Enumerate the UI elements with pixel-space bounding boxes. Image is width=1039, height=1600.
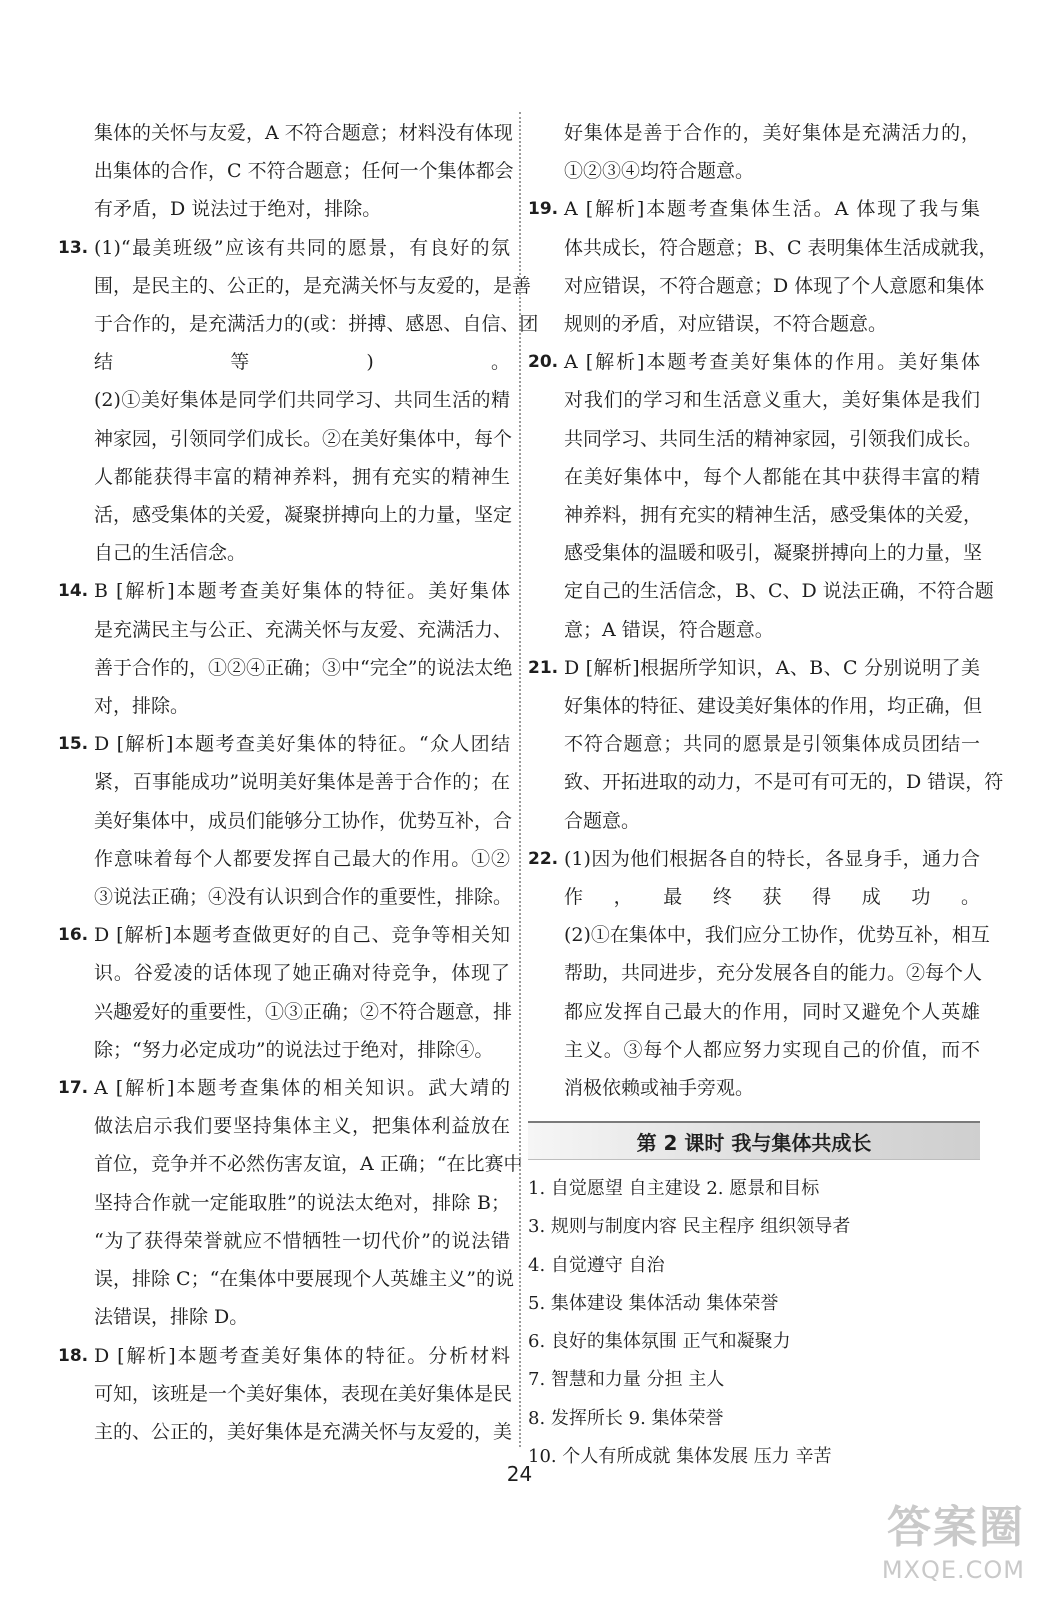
answer-line: 致、开拓进取的动力，不是可有可无的，D 错误，符 bbox=[564, 771, 1004, 794]
answer-line: 好集体的特征、建设美好集体的作用，均正确，但 bbox=[564, 695, 983, 718]
answer-line: 定自己的生活信念，B、C、D 说法正确，不符合题 bbox=[564, 580, 994, 603]
question-number: 15. bbox=[58, 734, 89, 755]
answer-line: 共同学习、共同生活的精神家园，引领我们成长。 bbox=[564, 427, 983, 450]
answer-line: 体共成长，符合题意；B、C 表明集体生活成就我， bbox=[564, 236, 998, 259]
answer-item bbox=[58, 725, 513, 916]
fill-answer-line: 5. 集体建设 集体活动 集体荣誉 bbox=[528, 1292, 779, 1314]
answer-line: 法错误，排除 D。 bbox=[94, 1306, 249, 1329]
answer-line: 帮助，共同进步，充分发展各自的能力。②每个人 bbox=[564, 962, 983, 985]
answer-line: 有矛盾，D 说法过于绝对，排除。 bbox=[94, 198, 382, 221]
answer-line: A [解析]本题考查集体的相关知识。武大靖的 bbox=[94, 1077, 510, 1100]
answer-item bbox=[58, 229, 539, 573]
fill-answer-line: 7. 智慧和力量 分担 主人 bbox=[528, 1369, 725, 1391]
answer-line: A [解析]本题考查美好集体的作用。美好集体 bbox=[564, 351, 980, 374]
fill-answer-line: 10. 个人有所成就 集体发展 压力 辛苦 bbox=[528, 1445, 832, 1467]
answer-line: 不符合题意；共同的愿景是引领集体成员团结一 bbox=[564, 733, 980, 756]
answer-line: ①②③④均符合题意。 bbox=[564, 160, 755, 183]
question-number: 17. bbox=[58, 1078, 89, 1099]
answer-line: A [解析]本题考查集体生活。A 体现了我与集 bbox=[564, 198, 980, 221]
answer-line: 坚持合作就一定能取胜”的说法太绝对，排除 B； bbox=[94, 1191, 510, 1214]
column-divider bbox=[519, 112, 521, 1447]
answer-line: 对我们的学习和生活意义重大，美好集体是我们 bbox=[564, 389, 980, 412]
answer-item bbox=[528, 343, 994, 649]
fill-answer-line: 3. 规则与制度内容 民主程序 组织领导者 bbox=[528, 1216, 851, 1238]
answer-continuation bbox=[58, 114, 514, 229]
question-number: 13. bbox=[58, 237, 89, 258]
question-number: 18. bbox=[58, 1345, 89, 1366]
answer-line: 好集体是善于合作的，美好集体是充满活力的， bbox=[564, 122, 980, 144]
answer-line: D [解析]本题考查美好集体的特征。“众人团结 bbox=[94, 733, 510, 756]
fill-answer-line: 8. 发挥所长 9. 集体荣誉 bbox=[528, 1407, 724, 1429]
answer-item bbox=[58, 916, 513, 1069]
answer-line: 除；“努力必定成功”的说法过于绝对，排除④。 bbox=[94, 1038, 494, 1061]
answer-line: 集体的关怀与友爱，A 不符合题意；材料没有体现 bbox=[94, 122, 513, 144]
answer-item bbox=[528, 840, 990, 1107]
answer-line: 对，排除。 bbox=[94, 695, 190, 718]
right-answer-items bbox=[528, 114, 1004, 1107]
answer-line: 误，排除 C；“在集体中要展现个人英雄主义”的说 bbox=[94, 1268, 515, 1291]
answer-continuation bbox=[528, 114, 980, 190]
answer-line: 神家园，引领同学们成长。②在美好集体中，每个 bbox=[94, 427, 513, 450]
answer-line: 规则的矛盾，对应错误，不符合题意。 bbox=[564, 313, 888, 336]
answer-line: 在美好集体中，每个人都能在其中获得丰富的精 bbox=[564, 465, 980, 488]
answer-line: 于合作的，是充满活力的(或：拼搏、感恩、自信、团 bbox=[94, 313, 539, 336]
fill-answer-line: 6. 良好的集体氛围 正气和凝聚力 bbox=[528, 1331, 791, 1353]
answer-line: 出集体的合作，C 不符合题意；任何一个集体都会 bbox=[94, 160, 514, 183]
answer-line: (1)“最美班级”应该有共同的愿景，有良好的氛 bbox=[94, 236, 510, 259]
answer-line: 识。谷爱凌的话体现了她正确对待竞争，体现了 bbox=[94, 962, 510, 985]
section-title: 第 2 课时 我与集体共成长 bbox=[636, 1130, 872, 1155]
answer-item bbox=[528, 190, 998, 343]
answer-item bbox=[528, 649, 1004, 840]
answer-line: 兴趣爱好的重要性，①③正确；②不符合题意，排 bbox=[94, 1000, 513, 1023]
question-number: 22. bbox=[528, 848, 559, 869]
answer-line: 消极依赖或袖手旁观。 bbox=[564, 1077, 755, 1100]
answer-line: 合题意。 bbox=[564, 809, 641, 832]
answer-line: 主义。③每个人都应努力实现自己的价值，而不 bbox=[564, 1038, 980, 1061]
answer-line: ③说法正确；④没有认识到合作的重要性，排除。 bbox=[94, 886, 513, 909]
answer-line: D [解析]根据所学知识，A、B、C 分别说明了美 bbox=[564, 656, 980, 679]
question-number: 14. bbox=[58, 581, 89, 602]
answer-line: 紧，百事能成功”说明美好集体是善于合作的；在 bbox=[94, 771, 510, 794]
answer-item bbox=[58, 1069, 523, 1336]
question-number: 20. bbox=[528, 352, 559, 373]
answer-line: 主的、公正的，美好集体是充满关怀与友爱的，美 bbox=[94, 1420, 513, 1443]
answer-line: D [解析]本题考查做更好的自己、竞争等相关知 bbox=[94, 924, 510, 947]
answer-line: 人都能获得丰富的精神养料，拥有充实的精神生 bbox=[94, 465, 510, 488]
answer-line: 美好集体中，成员们能够分工协作，优势互补，合 bbox=[94, 809, 513, 832]
answer-line: (1)因为他们根据各自的特长，各显身手，通力合 bbox=[564, 847, 980, 870]
answer-line: 都应发挥自己最大的作用，同时又避免个人英雄 bbox=[564, 1000, 980, 1023]
fill-answer-line: 4. 自觉遵守 自治 bbox=[528, 1254, 665, 1276]
answer-line: (2)①美好集体是同学们共同学习、共同生活的精 bbox=[94, 389, 510, 412]
answer-line: 感受集体的温暖和吸引，凝聚拼搏向上的力量，坚 bbox=[564, 542, 983, 565]
answer-line: (2)①在集体中，我们应分工协作，优势互补，相互 bbox=[564, 924, 990, 947]
question-number: 16. bbox=[58, 925, 89, 946]
answer-line: 作，最终获得成功。 bbox=[564, 886, 980, 909]
answer-line: 自己的生活信念。 bbox=[94, 542, 247, 565]
answer-line: 围，是民主的、公正的，是充满关怀与友爱的，是善 bbox=[94, 274, 532, 297]
answer-line: 结等)。 bbox=[94, 351, 510, 374]
section-title-bar bbox=[528, 1121, 980, 1160]
answer-line: 活，感受集体的关爱，凝聚拼搏向上的力量，坚定 bbox=[94, 504, 513, 527]
answer-line: B [解析]本题考查美好集体的特征。美好集体 bbox=[94, 580, 510, 603]
answer-line: 神养料，拥有充实的精神生活，感受集体的关爱， bbox=[564, 504, 983, 527]
answer-line: 首位，竞争并不必然伤害友谊，A 正确；“在比赛中 bbox=[94, 1153, 523, 1176]
answer-line: 对应错误，不符合题意；D 体现了个人意愿和集体 bbox=[564, 274, 985, 297]
left-column bbox=[58, 114, 539, 1451]
answer-line: 可知，该班是一个美好集体，表现在美好集体是民 bbox=[94, 1382, 513, 1405]
watermark-glyphs: 答案圈 bbox=[887, 1502, 1025, 1553]
answer-line: 做法启示我们要坚持集体主义，把集体利益放在 bbox=[94, 1115, 510, 1138]
answer-line: 善于合作的，①②④正确；③中“完全”的说法太绝 bbox=[94, 656, 513, 679]
answer-line: 是充满民主与公正、充满关怀与友爱、充满活力、 bbox=[94, 618, 513, 641]
answer-line: 意；A 错误，符合题意。 bbox=[564, 618, 774, 641]
fill-in-answers bbox=[528, 1170, 980, 1476]
right-column bbox=[528, 114, 1004, 1476]
answer-item bbox=[58, 1337, 513, 1452]
answer-line: “为了获得荣誉就应不惜牺牲一切代价”的说法错 bbox=[94, 1229, 510, 1252]
answer-line: D [解析]本题考查美好集体的特征。分析材料 bbox=[94, 1344, 510, 1367]
page-number: 24 bbox=[506, 1462, 533, 1486]
question-number: 21. bbox=[528, 657, 559, 678]
answer-item bbox=[58, 572, 513, 725]
answer-line: 作意味着每个人都要发挥自己最大的作用。①② bbox=[94, 847, 510, 870]
fill-answer-line: 1. 自觉愿望 自主建设 2. 愿景和目标 bbox=[528, 1178, 820, 1200]
watermark-logo bbox=[815, 1500, 1025, 1592]
watermark-url: MXQE.COM bbox=[881, 1556, 1025, 1584]
question-number: 19. bbox=[528, 199, 559, 220]
